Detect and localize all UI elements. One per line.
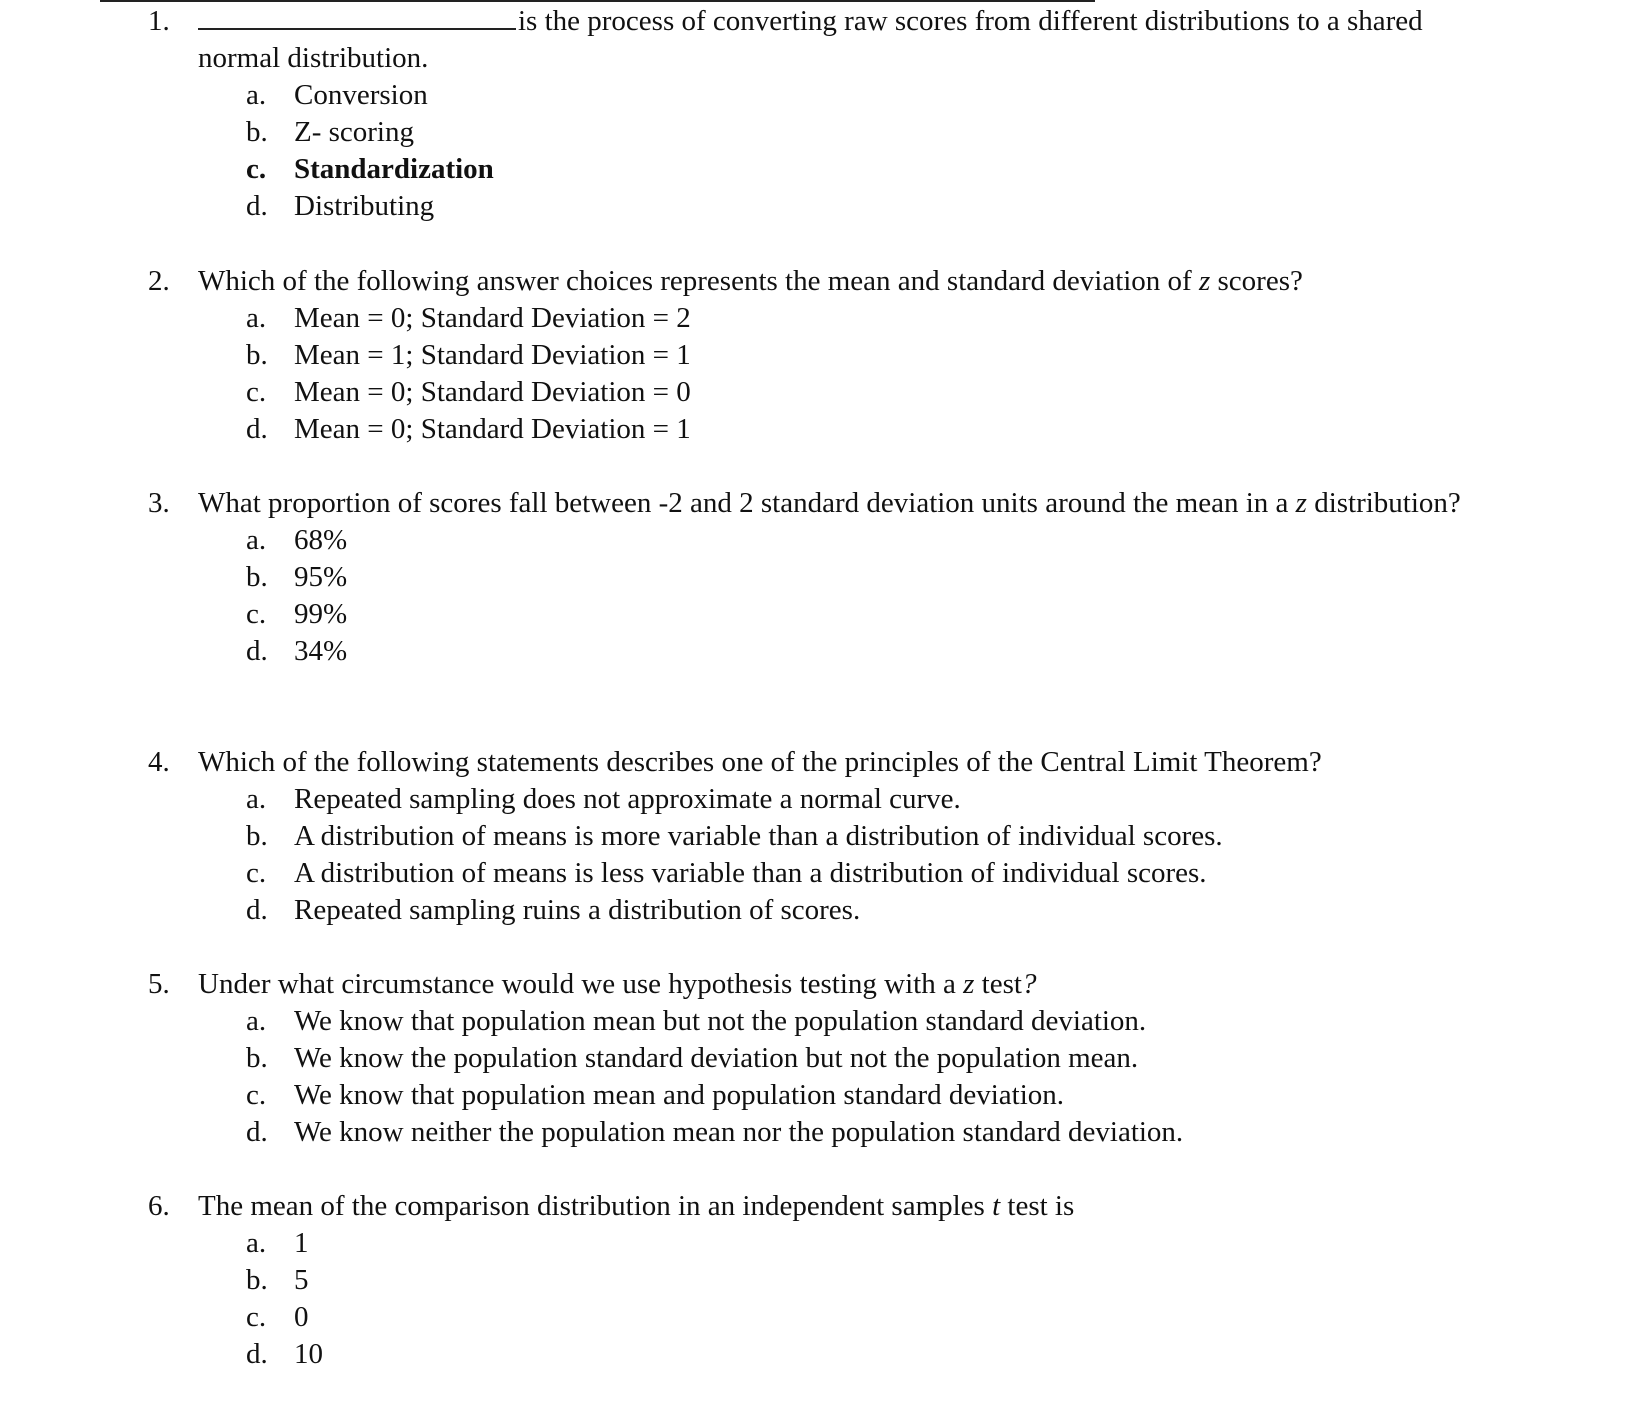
- option-letter: a.: [246, 1005, 267, 1037]
- option-letter: a.: [246, 79, 267, 111]
- answer-option: [0, 1003, 1640, 1040]
- option-text: We know that population mean but not the population standard deviation.: [294, 1005, 1147, 1037]
- answer-option: [0, 1299, 1640, 1336]
- question-text: [198, 485, 1498, 522]
- option-letter: b.: [246, 820, 268, 852]
- top-rule: [100, 0, 1095, 2]
- option-letter: b.: [246, 339, 268, 371]
- option-text: A distribution of means is less variable than a distribution of individual scores.: [294, 857, 1207, 889]
- option-text: Z- scoring: [294, 116, 414, 148]
- answer-options: [0, 522, 1640, 670]
- question-text-part: What proportion of scores fall between -2 and 2 standard deviation units around the mean in a: [198, 487, 1296, 519]
- question-number: 6.: [148, 1190, 170, 1222]
- answer-option: [0, 300, 1640, 337]
- option-letter: d.: [246, 635, 268, 667]
- correct-answer-option: [0, 151, 1640, 188]
- answer-option: [0, 633, 1640, 670]
- option-letter: d.: [246, 413, 268, 445]
- question-4: [0, 744, 1640, 929]
- question-italic-symbol: z: [963, 968, 975, 1000]
- answer-option: [0, 855, 1640, 892]
- option-letter: b.: [246, 1042, 268, 1074]
- question-number: 1.: [148, 5, 170, 37]
- question-italic-mark: ?: [1021, 968, 1037, 1000]
- question-5: [0, 966, 1640, 1151]
- question-number: 2.: [148, 265, 170, 297]
- option-text: Mean = 1; Standard Deviation = 1: [294, 339, 691, 371]
- question-number: 4.: [148, 746, 170, 778]
- question-6: [0, 1188, 1640, 1373]
- answer-option: [0, 77, 1640, 114]
- fill-in-blank: [198, 27, 516, 30]
- answer-option: [0, 188, 1640, 225]
- question-3: [0, 485, 1640, 670]
- option-text: 5: [294, 1264, 309, 1296]
- option-text: We know the population standard deviation but not the population mean.: [294, 1042, 1139, 1074]
- answer-options: [0, 77, 1640, 225]
- answer-option: [0, 1336, 1640, 1373]
- question-italic-symbol: z: [1295, 487, 1307, 519]
- answer-options: [0, 781, 1640, 929]
- option-letter: b.: [246, 561, 268, 593]
- question-text: [198, 1188, 1498, 1225]
- question-text-part: Under what circumstance would we use hypothesis testing with a: [198, 968, 964, 1000]
- question-text-part: scores?: [1210, 265, 1303, 297]
- option-text: Mean = 0; Standard Deviation = 2: [294, 302, 691, 334]
- option-text: Mean = 0; Standard Deviation = 1: [294, 413, 691, 445]
- question-number: 3.: [148, 487, 170, 519]
- option-text: 95%: [294, 561, 348, 593]
- answer-option: [0, 374, 1640, 411]
- question-text: [198, 3, 1498, 77]
- answer-option: [0, 114, 1640, 151]
- question-text-part: Which of the following answer choices represents the mean and standard deviation of: [198, 265, 1199, 297]
- question-1: [0, 3, 1640, 225]
- option-text: 10: [294, 1338, 323, 1370]
- option-letter: a.: [246, 524, 267, 556]
- option-text: 68%: [294, 524, 348, 556]
- question-text: Which of the following statements describes one of the principles of the Central Limit Theorem?: [198, 746, 1322, 778]
- option-letter: c.: [246, 598, 267, 630]
- option-text: A distribution of means is more variable than a distribution of individual scores.: [294, 820, 1223, 852]
- option-text: 34%: [294, 635, 348, 667]
- option-text: Mean = 0; Standard Deviation = 0: [294, 376, 691, 408]
- question-text-part: test is: [1000, 1190, 1075, 1222]
- option-text: Repeated sampling ruins a distribution of scores.: [294, 894, 861, 926]
- answer-options: [0, 300, 1640, 448]
- option-letter: c.: [246, 1301, 267, 1333]
- option-letter: b.: [246, 116, 268, 148]
- question-text: [198, 263, 1498, 300]
- answer-options: [0, 1225, 1640, 1373]
- answer-option: [0, 559, 1640, 596]
- question-text-part: distribution?: [1306, 487, 1461, 519]
- option-text: Repeated sampling does not approximate a normal curve.: [294, 783, 961, 815]
- option-letter: c.: [246, 153, 267, 185]
- question-text-part: The mean of the comparison distribution in an independent samples: [198, 1190, 993, 1222]
- answer-option: [0, 596, 1640, 633]
- option-letter: b.: [246, 1264, 268, 1296]
- option-letter: d.: [246, 894, 268, 926]
- option-letter: c.: [246, 1079, 267, 1111]
- option-letter: a.: [246, 783, 267, 815]
- option-letter: a.: [246, 302, 267, 334]
- option-text: 0: [294, 1301, 309, 1333]
- option-text: Standardization: [294, 153, 494, 185]
- option-letter: c.: [246, 857, 267, 889]
- answer-option: [0, 411, 1640, 448]
- answer-option: [0, 781, 1640, 818]
- option-letter: d.: [246, 1116, 268, 1148]
- answer-option: [0, 1077, 1640, 1114]
- option-text: 99%: [294, 598, 348, 630]
- question-italic-symbol: z: [1198, 265, 1211, 297]
- answer-option: [0, 818, 1640, 855]
- answer-option: [0, 337, 1640, 374]
- answer-option: [0, 1262, 1640, 1299]
- question-italic-symbol: t: [992, 1190, 1001, 1222]
- question-text: [198, 966, 1498, 1003]
- question-2: [0, 263, 1640, 448]
- answer-option: [0, 1225, 1640, 1262]
- answer-option: [0, 1114, 1640, 1151]
- question-text-part: test: [974, 968, 1022, 1000]
- option-text: We know neither the population mean nor the population standard deviation.: [294, 1116, 1184, 1148]
- answer-option: [0, 892, 1640, 929]
- answer-options: [0, 1003, 1640, 1151]
- option-text: 1: [294, 1227, 309, 1259]
- answer-option: [0, 522, 1640, 559]
- answer-option: [0, 1040, 1640, 1077]
- option-letter: d.: [246, 1338, 268, 1370]
- question-text-after-blank: is the process of converting raw scores from different distributions to a shared normal distribution.: [198, 5, 1423, 74]
- option-text: Distributing: [294, 190, 435, 222]
- option-letter: d.: [246, 190, 268, 222]
- option-letter: a.: [246, 1227, 267, 1259]
- option-letter: c.: [246, 376, 267, 408]
- option-text: We know that population mean and population standard deviation.: [294, 1079, 1065, 1111]
- option-text: Conversion: [294, 79, 428, 111]
- question-number: 5.: [148, 968, 170, 1000]
